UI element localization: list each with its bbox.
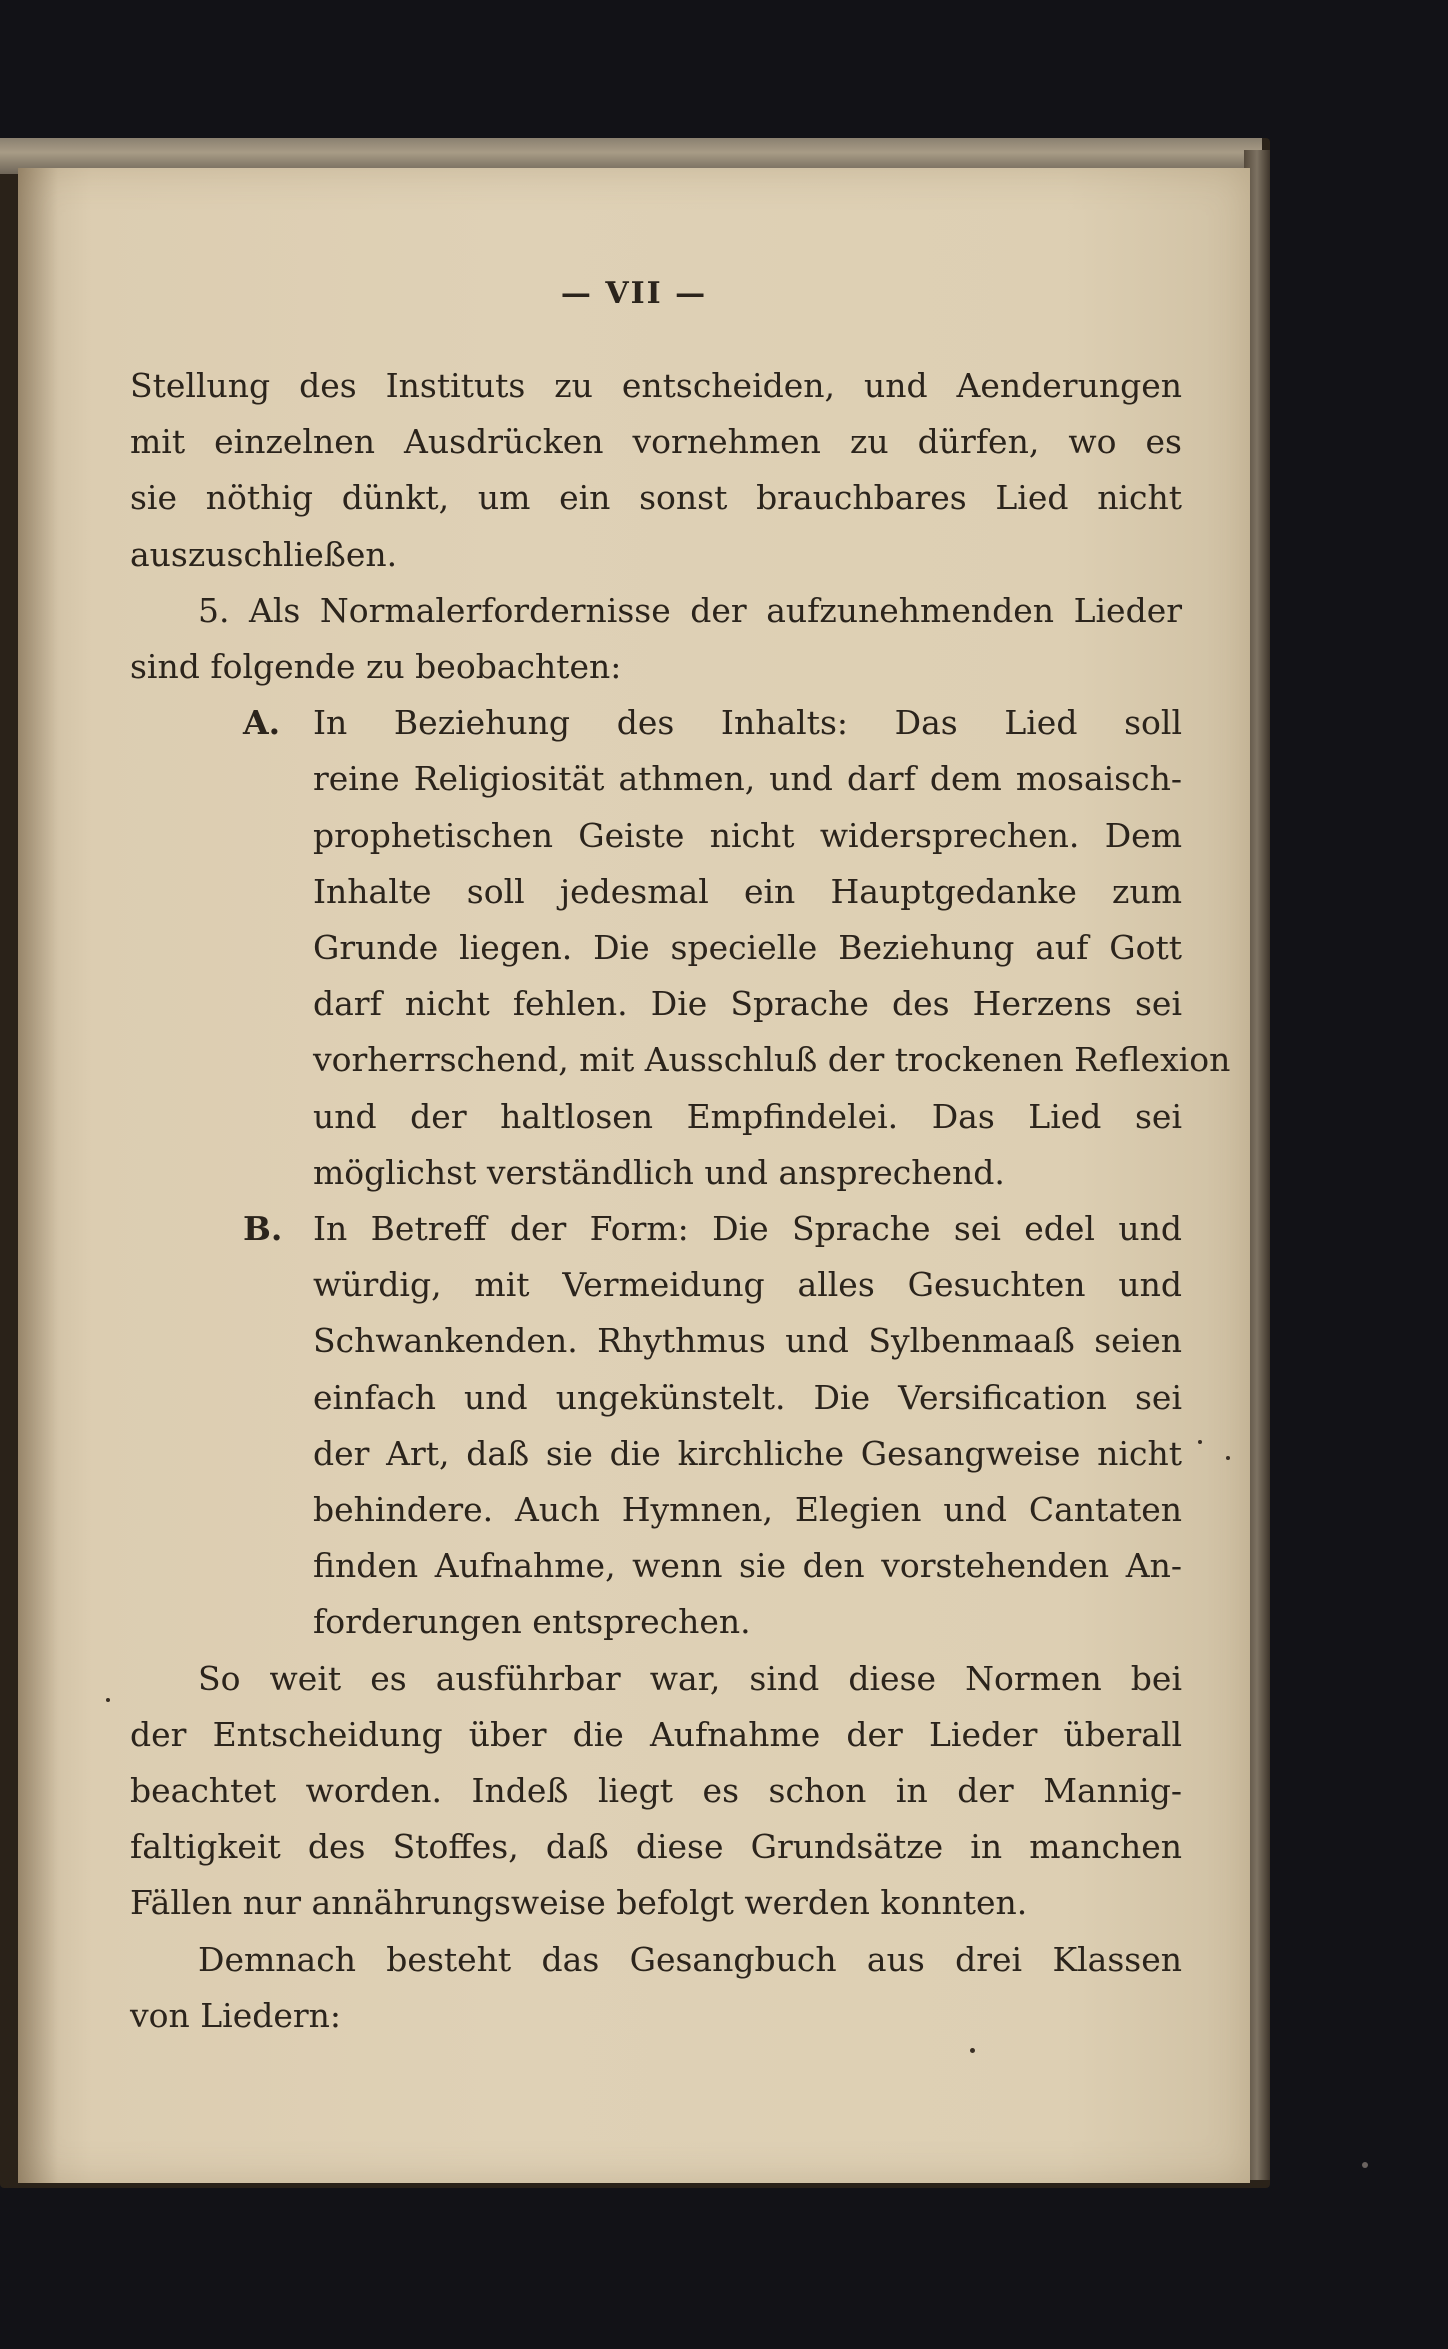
- paper-speck: [970, 2048, 975, 2053]
- text-line: würdig, mit Vermeidung alles Gesuchten und: [313, 1265, 1182, 1305]
- page-header: — VII —: [560, 276, 708, 311]
- list-item-b-first-line: [130, 1201, 1182, 1257]
- text-line: behindere. Auch Hymnen, Elegien und Cantaten: [313, 1490, 1182, 1530]
- text-line: finden Aufnahme, wenn sie den vorstehenden An-: [313, 1546, 1182, 1586]
- paper-speck: [1226, 1456, 1230, 1460]
- text-line: darf nicht fehlen. Die Sprache des Herzens sei: [313, 984, 1182, 1024]
- text-line: Inhalte soll jedesmal ein Hauptgedanke zum: [313, 871, 1182, 911]
- text-line: mit einzelnen Ausdrücken vornehmen zu dürfen, wo es: [130, 422, 1182, 462]
- text-line: forderungen entsprechen.: [313, 1602, 751, 1642]
- text-line: beachtet worden. Indeß liegt es schon in der Mannig-: [130, 1771, 1182, 1811]
- text-line: möglichst verständlich und ansprechend.: [313, 1152, 1005, 1192]
- page-gutter: [18, 168, 58, 2183]
- text-line: In Beziehung des Inhalts: Das Lied soll: [313, 703, 1182, 743]
- paper-speck: [106, 1698, 110, 1702]
- text-line: sind folgende zu beobachten:: [130, 647, 622, 687]
- text-line: Grunde liegen. Die specielle Beziehung auf Gott: [313, 928, 1182, 968]
- paper-speck: [1198, 1440, 1202, 1444]
- text-line: Stellung des Instituts zu entscheiden, und Aenderungen: [130, 366, 1182, 405]
- text-line: So weit es ausführbar war, sind diese Normen bei: [198, 1658, 1182, 1698]
- text-line: sie nöthig dünkt, um ein sonst brauchbares Lied nicht: [130, 478, 1182, 518]
- text-line: der Art, daß sie die kirchliche Gesangweise nicht: [313, 1433, 1182, 1473]
- text-line: Fällen nur annährungsweise befolgt werden konnten.: [130, 1883, 1028, 1923]
- text-line: prophetischen Geiste nicht widersprechen. Dem: [313, 815, 1182, 855]
- text-line: einfach und ungekünstelt. Die Versification sei: [313, 1377, 1182, 1417]
- table-speck: [1362, 2162, 1368, 2168]
- text-line: 5. Als Normalerfordernisse der aufzunehmenden Lieder: [198, 590, 1182, 630]
- list-marker-a: A.: [243, 703, 281, 743]
- text-line: Demnach besteht das Gesangbuch aus drei Klassen: [198, 1939, 1182, 1979]
- text-line: reine Religiosität athmen, und darf dem mosaisch-: [313, 759, 1182, 799]
- text-line: und der haltlosen Empfindelei. Das Lied sei: [313, 1096, 1182, 1136]
- list-item-a-first-line: [130, 695, 1182, 751]
- book-page: [18, 168, 1250, 2183]
- text-line: der Entscheidung über die Aufnahme der Lieder überall: [130, 1714, 1182, 1754]
- text-line: von Liedern:: [130, 1995, 342, 2035]
- text-line: faltigkeit des Stoffes, daß diese Grundsätze in manchen: [130, 1827, 1182, 1867]
- text-line: Schwankenden. Rhythmus und Sylbenmaaß seien: [313, 1321, 1182, 1361]
- page-body: [130, 358, 1231, 2044]
- text-line: auszuschließen.: [130, 534, 398, 574]
- list-marker-b: B.: [243, 1209, 283, 1249]
- text-line: vorherrschend, mit Ausschluß der trockenen Reflexion: [313, 1040, 1231, 1080]
- text-line: In Betreff der Form: Die Sprache sei edel und: [313, 1209, 1182, 1249]
